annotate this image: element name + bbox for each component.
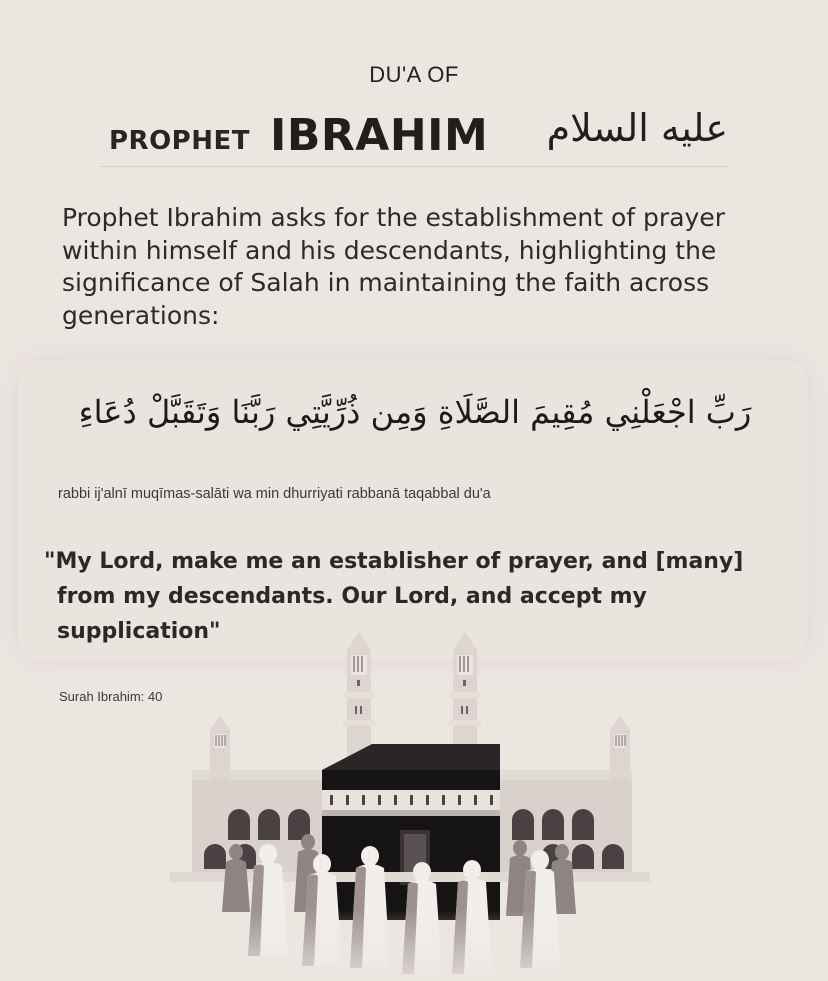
prophet-label: PROPHET [109, 126, 250, 156]
dua-transliteration: rabbi ij'alnī muqīmas-salāti wa min dhurriyati rabbanā taqabbal du'a [58, 486, 491, 502]
verse-reference: Surah Ibrahim: 40 [59, 689, 163, 704]
minaret-left-outer [210, 716, 230, 780]
translation-line: "My Lord, make me an establisher of prayer, and [many] [44, 549, 744, 574]
honorific-arabic: عليه السلام [546, 106, 728, 150]
title-divider [100, 166, 728, 167]
translation-line: supplication" [57, 619, 221, 644]
prophet-name: IBRAHIM [270, 110, 489, 161]
title-row [0, 104, 828, 174]
intro-paragraph: Prophet Ibrahim asks for the establishment of prayer within himself and his descendants, highlighting the significance of Salah in maintaining the faith across generations: [62, 203, 725, 330]
kaaba-mosque-pilgrims-illustration [170, 620, 650, 981]
translation-line: from my descendants. Our Lord, and accept my [57, 584, 647, 609]
small-title: DU'A OF [369, 62, 459, 87]
minaret-right-outer [610, 716, 630, 780]
dua-arabic-text: رَبِّ اجْعَلْنِي مُقِيمَ الصَّلَاةِ وَمِن ذُرِّيَّتِي رَبَّنَا وَتَقَبَّلْ دُعَاءِ [78, 393, 752, 431]
